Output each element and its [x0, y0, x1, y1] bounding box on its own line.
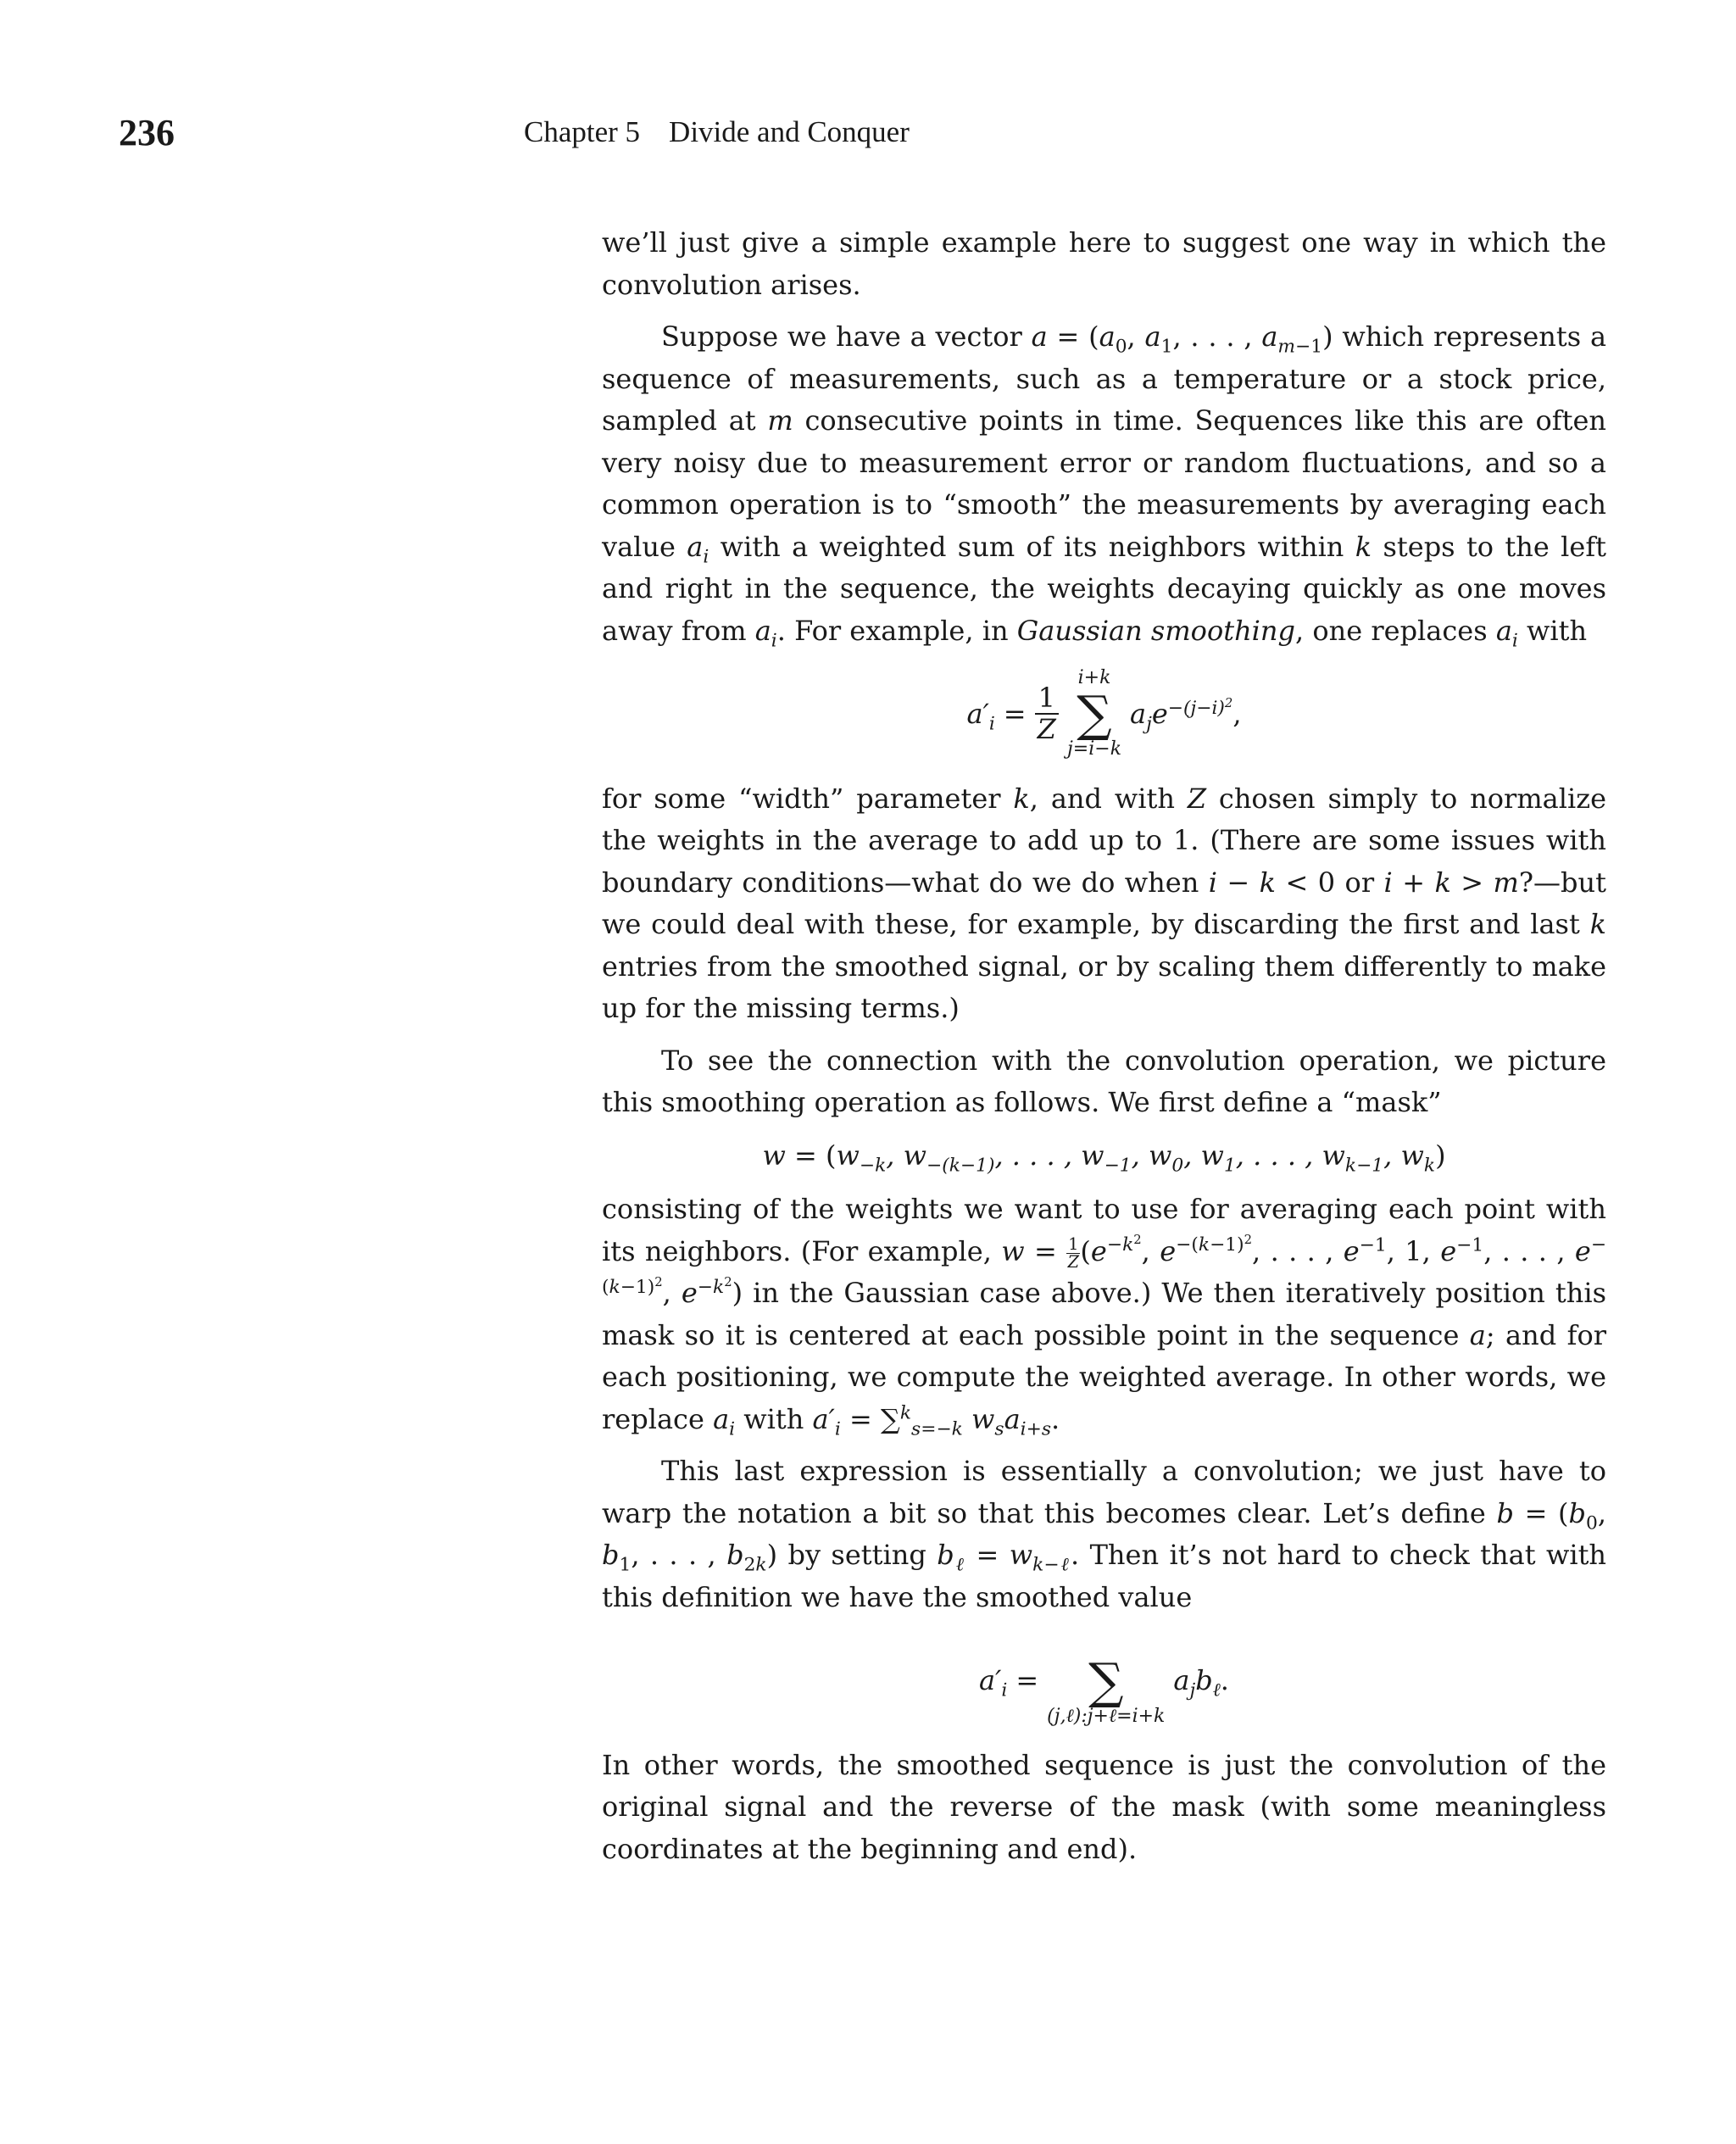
paragraph: In other words, the smoothed sequence is just the convolution of the original signal and the reverse of the mask (with some meaningless coordinates at the beginning and end). — [602, 1748, 1606, 1865]
running-head — [524, 117, 910, 147]
chapter-title: Divide and Conquer — [669, 115, 910, 148]
paragraph: Suppose we have a vector $a = (a_0$, $a_1$, . . . , $a_{m-1}$) which represents a sequence of measurements, such as a temperature or a stock price, sampled at m consecutive points in time. Sequences like this are often very noisy due to measurement error or random fluctuations, and so a common operation is to “smooth” the measurements by averaging each value $a_i$ with a weighted sum of its neighbors within k steps to the left and right in the sequence, the weights decaying quickly as one moves away from $a_i$. For example, in Gaussian smoothing, one replaces $a_i$ with — [602, 320, 1607, 651]
paragraph: we’ll just give a simple example here to suggest one way in which the convolution arises. — [602, 226, 1606, 301]
equation-mask: $w = (w_{-k}$, $w_{-(k-1)}$, . . . , $w_{-1}$, $w_0$, $w_1$, . . . , $w_{k-1}$, $w_k$) — [762, 1139, 1446, 1177]
body-text — [602, 222, 1606, 1880]
equation-gaussian: $a'_i$ = $\frac{1}{Z}$ i+k ∑ j=i−k $a_je^{-(j-i)^2}$, — [966, 667, 1242, 760]
page-number: 236 — [119, 112, 175, 153]
chapter-label: Chapter 5 — [524, 115, 641, 148]
equation-convolution: $a'_i$ = ∑ (j,ℓ):j+ℓ=i+k $a_jb_\ell$. — [979, 1651, 1229, 1727]
paragraph: This last expression is essentially a convolution; we just have to warp the notation a bit so that this becomes clear. Let’s define $b = (b_0$, $b_1$, . . . , $b_{2k}$) by setting $b_\ell = w_{k-\ell}$. Then it’s not hard to check that with this definition we have the smoothed value — [602, 1455, 1607, 1613]
paragraph: To see the connection with the convolution operation, we picture this smoothing operation as follows. We first define a “mask” — [602, 1044, 1606, 1119]
paragraph: consisting of the weights we want to use for averaging each point with its neighbors. (For example, w = $\frac{1}{Z}$ ($e^{-k^2}$, $e^{-(k-1)^2}$, . . . , $e^{-1}$, 1, $e^{-1}$, . . . , $e^{-(k-1)^2}$, $e^{-k^2}$) in the Gaussian case above.) We then iteratively position this mask so it is centered at each possible point in the sequence a; and for each positioning, we compute the weighted average. In other words, we replace $a_i$ with $a'_i = \sum^k_{s=-k}$ $w_sa_{i+s}$. — [602, 1193, 1607, 1440]
paragraph: for some “width” parameter k, and with Z chosen simply to normalize the weights in the average to add up to 1. (There are some issues with boundary conditions—what do we do when i − k < 0 or i + k > m?—but we could deal with these, for example, by discarding the first and last k entries from the smoothed signal, or by scaling them differently to make up for the missing terms.) — [602, 782, 1607, 1025]
